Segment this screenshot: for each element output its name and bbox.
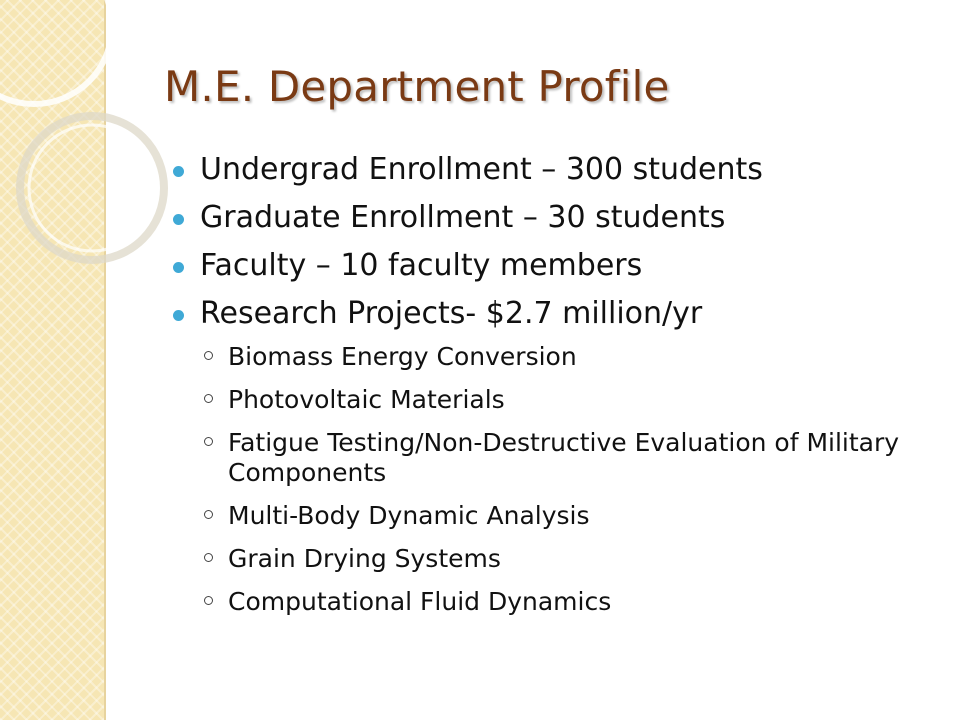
bullet-research-projects (170, 296, 930, 332)
bullet-dot-icon (173, 310, 184, 321)
subbullet-biomass-energy (170, 342, 918, 372)
bullet-graduate-enrollment (170, 200, 930, 236)
bullet-dot-icon (173, 166, 184, 177)
subbullet-text: Photovoltaic Materials (228, 385, 505, 414)
subbullet-text: Biomass Energy Conversion (228, 342, 577, 371)
bullet-text: Research Projects- $2.7 million/yr (200, 296, 703, 331)
subbullet-cfd (170, 587, 918, 617)
bullet-faculty (170, 248, 930, 284)
subbullet-text: Grain Drying Systems (228, 544, 501, 573)
subbullet-text: Fatigue Testing/Non-Destructive Evaluation of Military Components (228, 428, 900, 487)
subbullet-circle-icon (204, 553, 213, 562)
bullet-text: Faculty – 10 faculty members (200, 248, 643, 283)
subbullet-photovoltaic (170, 385, 918, 415)
subbullet-text: Multi-Body Dynamic Analysis (228, 501, 590, 530)
subbullet-circle-icon (204, 394, 213, 403)
subbullet-circle-icon (204, 351, 213, 360)
subbullet-grain-drying (170, 544, 918, 574)
decorative-side-band (0, 0, 106, 720)
slide-title: M.E. Department Profile (164, 62, 670, 111)
subbullet-multibody-dynamics (170, 501, 918, 531)
subbullet-circle-icon (204, 596, 213, 605)
subbullet-circle-icon (204, 437, 213, 446)
bullet-text: Undergrad Enrollment – 300 students (200, 152, 763, 187)
subbullet-circle-icon (204, 510, 213, 519)
bullet-dot-icon (173, 214, 184, 225)
bullet-list (170, 152, 930, 630)
bullet-text: Graduate Enrollment – 30 students (200, 200, 726, 235)
bullet-undergrad-enrollment (170, 152, 930, 188)
subbullet-text: Computational Fluid Dynamics (228, 587, 612, 616)
bullet-dot-icon (173, 262, 184, 273)
subbullet-fatigue-testing (170, 428, 918, 488)
